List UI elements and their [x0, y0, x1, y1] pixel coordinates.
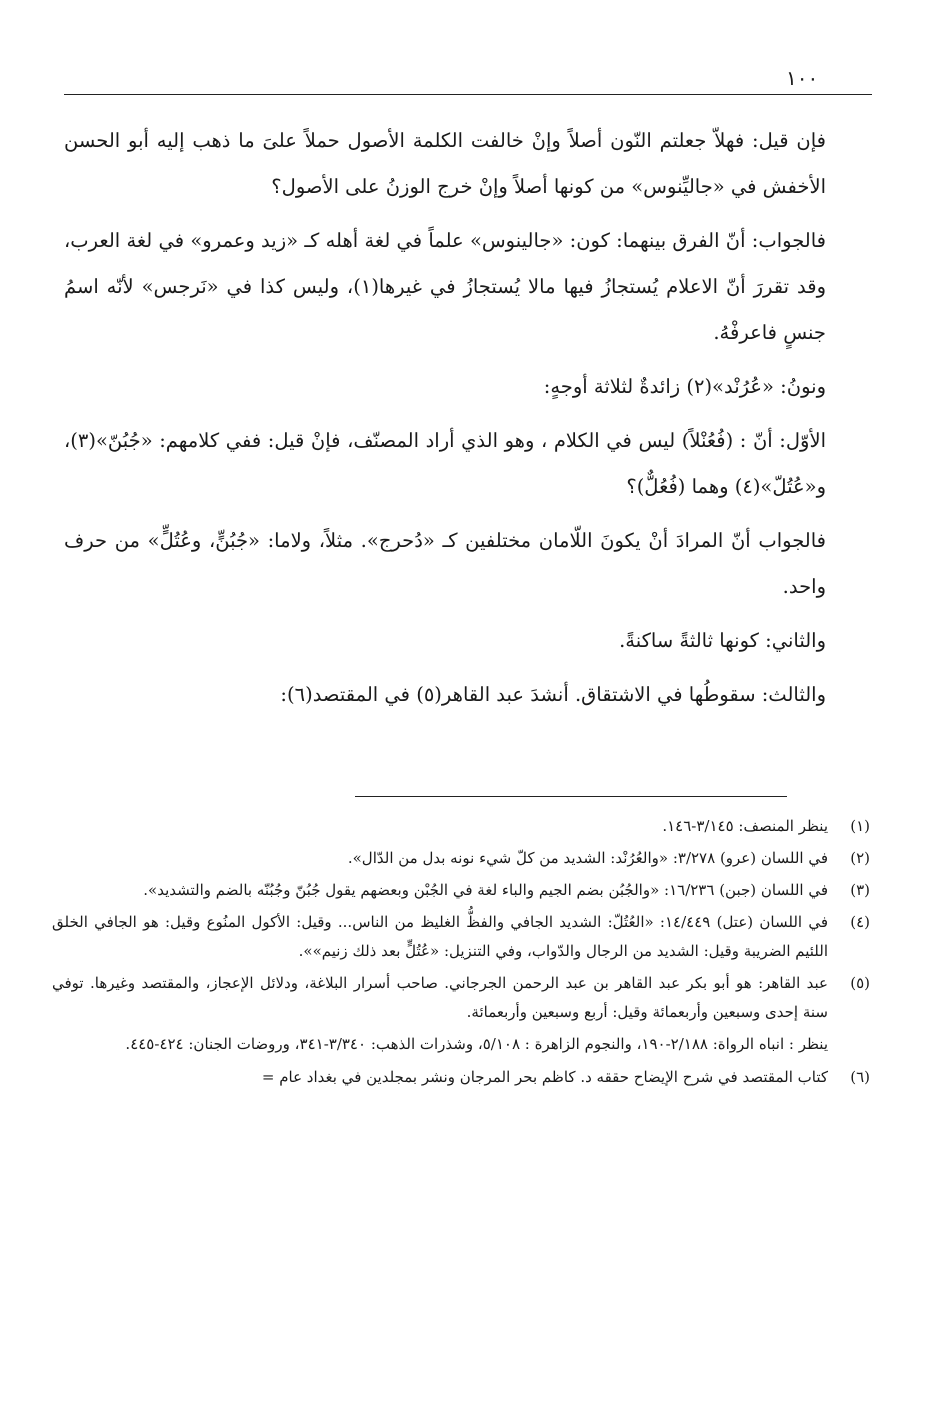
footnote	[52, 1063, 870, 1092]
footnote-rule	[355, 796, 787, 797]
header-rule	[64, 94, 872, 95]
footnotes	[52, 812, 870, 1095]
footnote-number: (١)	[850, 817, 870, 835]
footnote-text: عبد القاهر: هو أبو بكر عبد القاهر بن عبد الرحمن الجرجاني. صاحب أسرار البلاغة، ودلائل الإعجاز، والمقتصد وغيرها. توفي سنة إحدى وسبعين وأربعمائة وقيل: أربع وسبعين وأربعمائة.	[52, 974, 828, 1021]
footnote-number: (٤)	[850, 913, 870, 931]
footnote	[52, 844, 870, 873]
paragraph-2: فالجواب: أنّ الفرق بينهما: كون: «جالينوس» علماً في لغة أهله كـ «زيد وعمرو» في لغة العرب، وقد تقررَ أنّ الاعلام يُستجازُ فيها مالا يُستجازُ في غيرها(١)، وليس كذا في «نَرجس» لأنّه اسمُ جنسٍ فاعرفْهُ.	[64, 229, 827, 344]
footnote	[52, 812, 870, 841]
footnote-number: (٣)	[850, 881, 870, 899]
footnote	[52, 908, 870, 966]
page-number: ١٠٠	[786, 66, 819, 90]
main-text	[64, 118, 870, 718]
footnote-text: في اللسان (عرو) ٣/٢٧٨: «والعُرُنْد: الشديد من كلّ شيء نونه بدل من الدّال».	[347, 849, 828, 867]
footnote-text: في اللسان (جبن) ١٦/٢٣٦: «والجُبُن بضم الجيم والباء لغة في الجُبْن وبعضهم يقول جُبُنّ وجُبُنّه بالضم والتشديد».	[143, 881, 828, 899]
paragraph-3: ونونُ: «عُرُنْد»(٢) زائدةٌ لثلاثة أوجهٍ:	[543, 375, 826, 398]
footnote-references: ينظر : انباه الرواة: ٢/١٨٨-١٩٠، والنجوم الزاهرة : ٥/١٠٨، وشذرات الذهب: ٣/٣٤٠-٣٤١، وروضات الجنان: ٤٢٤-٤٤٥.	[125, 1035, 828, 1053]
footnote-number: (٥)	[850, 974, 870, 992]
footnote-number: (٦)	[850, 1068, 870, 1086]
footnote	[52, 876, 870, 905]
footnote-text: في اللسان (عتل) ١٤/٤٤٩: «العُتُلّ: الشديد الجافي والفظُّ الغليظ من الناس... وقيل: الأكول المنُوع وقيل: هو الجافي الخلق اللئيم الضريبة وقيل: الشديد من الرجال والدّواب، وفي التنزيل: «عُتُلٍّ بعد ذلك زنيم»».	[52, 913, 828, 960]
footnote-text: كتاب المقتصد في شرح الإيضاح حققه د. كاظم بحر المرجان ونشر بمجلدين في بغداد عام =	[261, 1068, 828, 1086]
footnote-number: (٢)	[850, 849, 870, 867]
paragraph-4: الأوّل: أنّ : (فُعُنْلاً) ليس في الكلام ، وهو الذي أراد المصنّف، فإنْ قيل: ففي كلامهم: «جُبُنّ»(٣)، و«عُتُلّ»(٤) وهما (فُعُلٌّ)؟	[64, 429, 826, 498]
paragraph-5: فالجواب أنّ المرادَ أنْ يكونَ اللّامان مختلفين كـ «دُحرج». مثلاً، ولاما: «جُبُنٍّ، وعُتُلٍّ» من حرف واحد.	[64, 529, 826, 598]
paragraph-6: والثاني: كونها ثالثةً ساكنةً.	[619, 629, 826, 652]
paragraph-7: والثالث: سقوطُها في الاشتقاق. أنشدَ عبد القاهر(٥) في المقتصد(٦):	[280, 683, 826, 706]
paragraph-1: فإن قيل: فهلاّ جعلتم النّون أصلاً وإنْ خالفت الكلمة الأصول حملاً علىَ ما ذهب إليه أبو الحسن الأخفش في «جاليِّنوس» من كونها أصلاً وإنْ خرج الوزنُ على الأصول؟	[64, 129, 826, 198]
footnote-text: ينظر المنصف: ٣/١٤٥-١٤٦.	[662, 817, 828, 835]
footnote	[52, 969, 870, 1027]
